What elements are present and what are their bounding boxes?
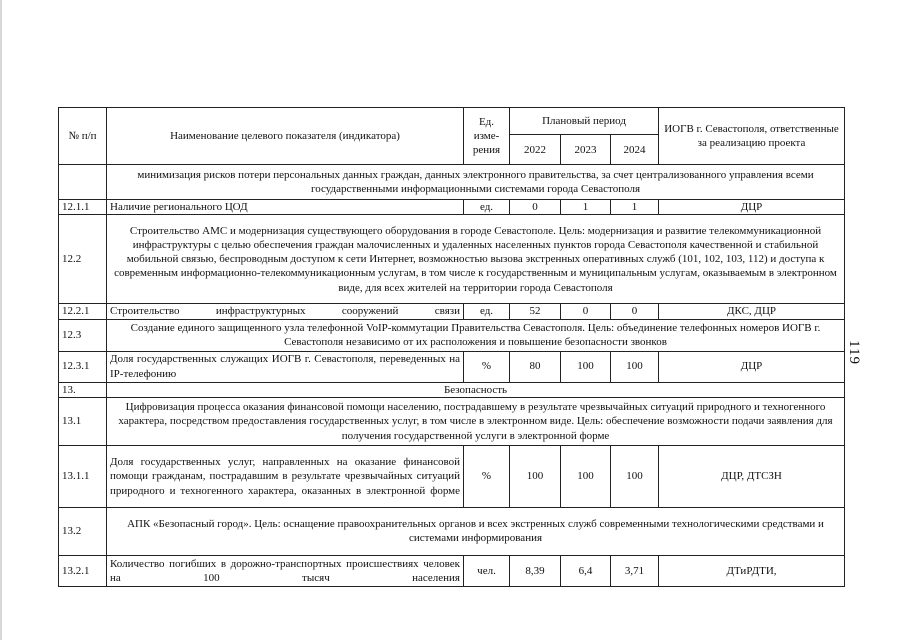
row-number: 13. [59, 382, 107, 397]
value-2023: 6,4 [561, 555, 611, 586]
value-2022: 0 [510, 200, 561, 215]
value-2024: 100 [611, 351, 659, 382]
scan-edge [0, 0, 2, 640]
section-description: Строительство АМС и модернизация существующего оборудования в городе Севастополе. Цель: модернизация и развитие телекоммуникационной инфраструктуры с целью обеспечения граждан малочисленных и удаленных населенных пунктов города Севастополя качественной и стабильной мобильной связью, беспроводным доступом к сети Интернет, возможностью вызова экстренных оперативных служб (101, 102, 103, 112) и доступа к современным информационно-телекоммуникационным услугам, в том числе к государственным и муниципальным услугам, оказываемым в электронном виде, для всех жителей на территории города Севастополя [107, 215, 845, 304]
value-2022: 100 [510, 445, 561, 507]
value-2022: 52 [510, 304, 561, 319]
value-2023: 0 [561, 304, 611, 319]
unit-cell: % [464, 351, 510, 382]
row-number: 12.2.1 [59, 304, 107, 319]
table-row [59, 445, 845, 507]
header-plan-period: Плановый период [510, 108, 659, 135]
value-2024: 1 [611, 200, 659, 215]
section-description: Создание единого защищенного узла телефонной VoIP-коммутации Правительства Севастополя. Цель: объединение телефонных номеров ИОГВ г. Севастополя независимо от их расположения и повышение безопасности звонков [107, 319, 845, 351]
table-row [59, 304, 845, 319]
responsible-cell: ДКС, ДЦР [659, 304, 845, 319]
table-row [59, 507, 845, 555]
page-number: 119 [846, 340, 862, 365]
indicator-name: Количество погибших в дорожно-транспортных происшествиях человек на 100 тысяч населения [107, 555, 464, 586]
indicator-name: Строительство инфраструктурных сооружений связи [107, 304, 464, 319]
row-number: 12.3 [59, 319, 107, 351]
table-row [59, 165, 845, 200]
row-number: 13.2.1 [59, 555, 107, 586]
header-name: Наименование целевого показателя (индикатора) [107, 108, 464, 165]
header-year-2024: 2024 [611, 135, 659, 165]
row-number: 13.1 [59, 397, 107, 445]
value-2023: 1 [561, 200, 611, 215]
header-num: № п/п [59, 108, 107, 165]
unit-cell: ед. [464, 304, 510, 319]
responsible-cell: ДЦР, ДТСЗН [659, 445, 845, 507]
row-number: 13.2 [59, 507, 107, 555]
value-2024: 0 [611, 304, 659, 319]
unit-cell: ед. [464, 200, 510, 215]
value-2022: 8,39 [510, 555, 561, 586]
table-row [59, 215, 845, 304]
table-body [59, 108, 845, 587]
row-number: 12.1.1 [59, 200, 107, 215]
unit-cell: % [464, 445, 510, 507]
section-description: АПК «Безопасный город». Цель: оснащение правоохранительных органов и всех экстренных служб современными технологическими средствами и системами информирования [107, 507, 845, 555]
section-description: Безопасность [107, 382, 845, 397]
indicator-name: Наличие регионального ЦОД [107, 200, 464, 215]
indicator-name: Доля государственных услуг, направленных на оказание финансовой помощи гражданам, пострадавшим в результате чрезвычайных ситуаций природного и техногенного характера, оказанных в электронной форме [107, 445, 464, 507]
value-2023: 100 [561, 445, 611, 507]
row-number: 13.1.1 [59, 445, 107, 507]
table-row [59, 319, 845, 351]
header-row-1 [59, 108, 845, 135]
value-2023: 100 [561, 351, 611, 382]
header-year-2023: 2023 [561, 135, 611, 165]
header-unit: Ед. изме-рения [464, 108, 510, 165]
row-number [59, 165, 107, 200]
table-row [59, 351, 845, 382]
section-description: минимизация рисков потери персональных данных граждан, данных электронного правительства, за счет централизованного управления всеми государственными информационными системами города Севастополя [107, 165, 845, 200]
indicator-table [58, 107, 845, 587]
header-year-2022: 2022 [510, 135, 561, 165]
table-row [59, 555, 845, 586]
value-2024: 100 [611, 445, 659, 507]
responsible-cell: ДТиРДТИ, [659, 555, 845, 586]
value-2022: 80 [510, 351, 561, 382]
value-2024: 3,71 [611, 555, 659, 586]
header-responsible: ИОГВ г. Севастополя, ответственные за реализацию проекта [659, 108, 845, 165]
section-description: Цифровизация процесса оказания финансовой помощи населению, пострадавшему в результате чрезвычайных ситуаций природного и техногенного характера, посредством предоставления государственных услуг, в том числе в электронном виде. Цель: обеспечение возможности подачи заявления для получения государственной услуги в электронной форме [107, 397, 845, 445]
indicator-name: Доля государственных служащих ИОГВ г. Севастополя, переведенных на IP-телефонию [107, 351, 464, 382]
responsible-cell: ДЦР [659, 200, 845, 215]
responsible-cell: ДЦР [659, 351, 845, 382]
table-row [59, 397, 845, 445]
table-row [59, 382, 845, 397]
table-row [59, 200, 845, 215]
unit-cell: чел. [464, 555, 510, 586]
row-number: 12.2 [59, 215, 107, 304]
row-number: 12.3.1 [59, 351, 107, 382]
